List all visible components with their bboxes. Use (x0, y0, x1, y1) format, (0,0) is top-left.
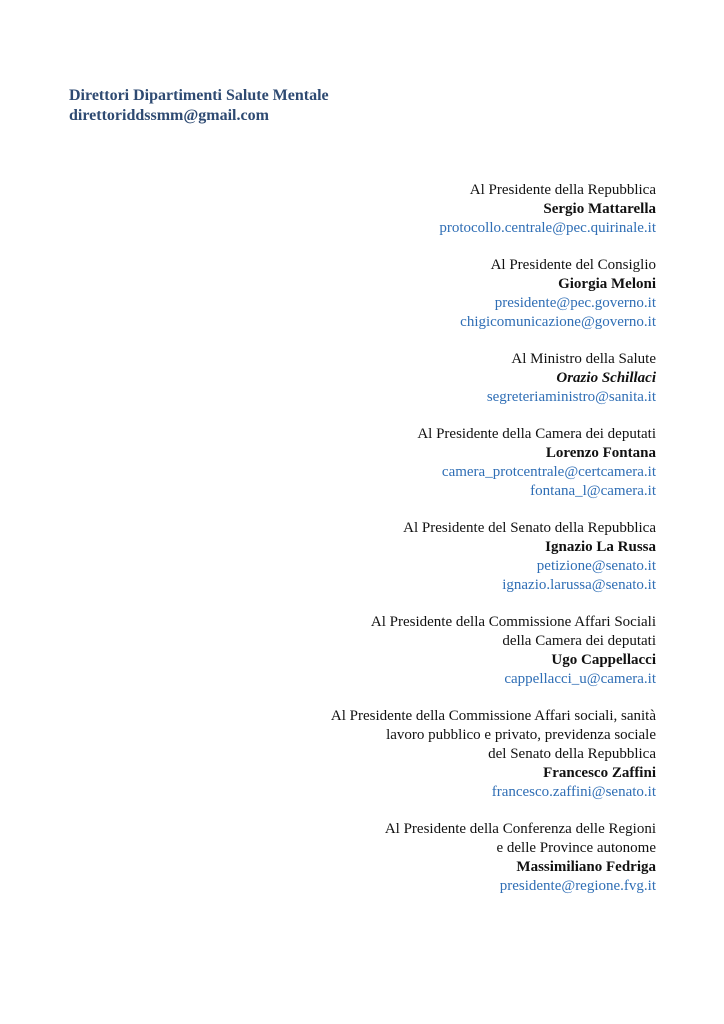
sender-email: direttoriddssmm@gmail.com (69, 107, 269, 124)
recipient-block (96, 707, 656, 802)
recipient-block (96, 820, 656, 896)
recipient-email-link[interactable]: francesco.zaffini@senato.it (491, 784, 656, 800)
recipient-block (96, 350, 656, 407)
recipient-role-line: Al Ministro della Salute (511, 351, 656, 367)
recipient-block (96, 519, 656, 595)
recipient-name: Ugo Cappellacci (551, 652, 656, 668)
recipient-role-line: del Senato della Repubblica (488, 746, 656, 762)
recipient-block (96, 181, 656, 238)
sender-title: Direttori Dipartimenti Salute Mentale (69, 87, 329, 104)
recipient-email-link[interactable]: camera_protcentrale@certcamera.it (441, 464, 656, 480)
recipient-email-link[interactable]: petizione@senato.it (536, 558, 656, 574)
recipient-role-line: Al Presidente della Repubblica (469, 182, 656, 198)
recipient-role-line: Al Presidente della Camera dei deputati (417, 426, 656, 442)
recipient-role-line: Al Presidente della Commissione Affari sociali, sanità (330, 708, 656, 724)
recipient-email-link[interactable]: presidente@pec.governo.it (494, 295, 656, 311)
recipient-email-link[interactable]: ignazio.larussa@senato.it (502, 577, 656, 593)
recipient-role-line: e delle Province autonome (496, 840, 656, 856)
recipient-name: Lorenzo Fontana (545, 445, 656, 461)
recipient-role-line: della Camera dei deputati (502, 633, 656, 649)
recipient-name: Sergio Mattarella (543, 201, 656, 217)
recipient-name: Massimiliano Fedriga (516, 859, 656, 875)
recipient-name: Ignazio La Russa (545, 539, 656, 555)
recipients-list (96, 181, 656, 914)
recipient-name: Orazio Schillaci (556, 370, 656, 386)
recipient-block (96, 613, 656, 689)
recipient-email-link[interactable]: fontana_l@camera.it (530, 483, 656, 499)
recipient-email-link[interactable]: chigicomunicazione@governo.it (460, 314, 656, 330)
recipient-role-line: Al Presidente del Consiglio (490, 257, 656, 273)
recipient-name: Giorgia Meloni (558, 276, 656, 292)
recipient-email-link[interactable]: protocollo.centrale@pec.quirinale.it (439, 220, 656, 236)
recipient-role-line: Al Presidente del Senato della Repubblica (403, 520, 656, 536)
recipient-block (96, 256, 656, 332)
sender-block (69, 86, 329, 126)
recipient-email-link[interactable]: presidente@regione.fvg.it (499, 878, 656, 894)
recipient-name: Francesco Zaffini (543, 765, 656, 781)
recipient-role-line: Al Presidente della Commissione Affari Sociali (370, 614, 656, 630)
recipient-role-line: lavoro pubblico e privato, previdenza sociale (386, 727, 656, 743)
recipient-email-link[interactable]: segreteriaministro@sanita.it (486, 389, 656, 405)
recipient-role-line: Al Presidente della Conferenza delle Regioni (384, 821, 656, 837)
recipient-email-link[interactable]: cappellacci_u@camera.it (504, 671, 656, 687)
recipient-block (96, 425, 656, 501)
